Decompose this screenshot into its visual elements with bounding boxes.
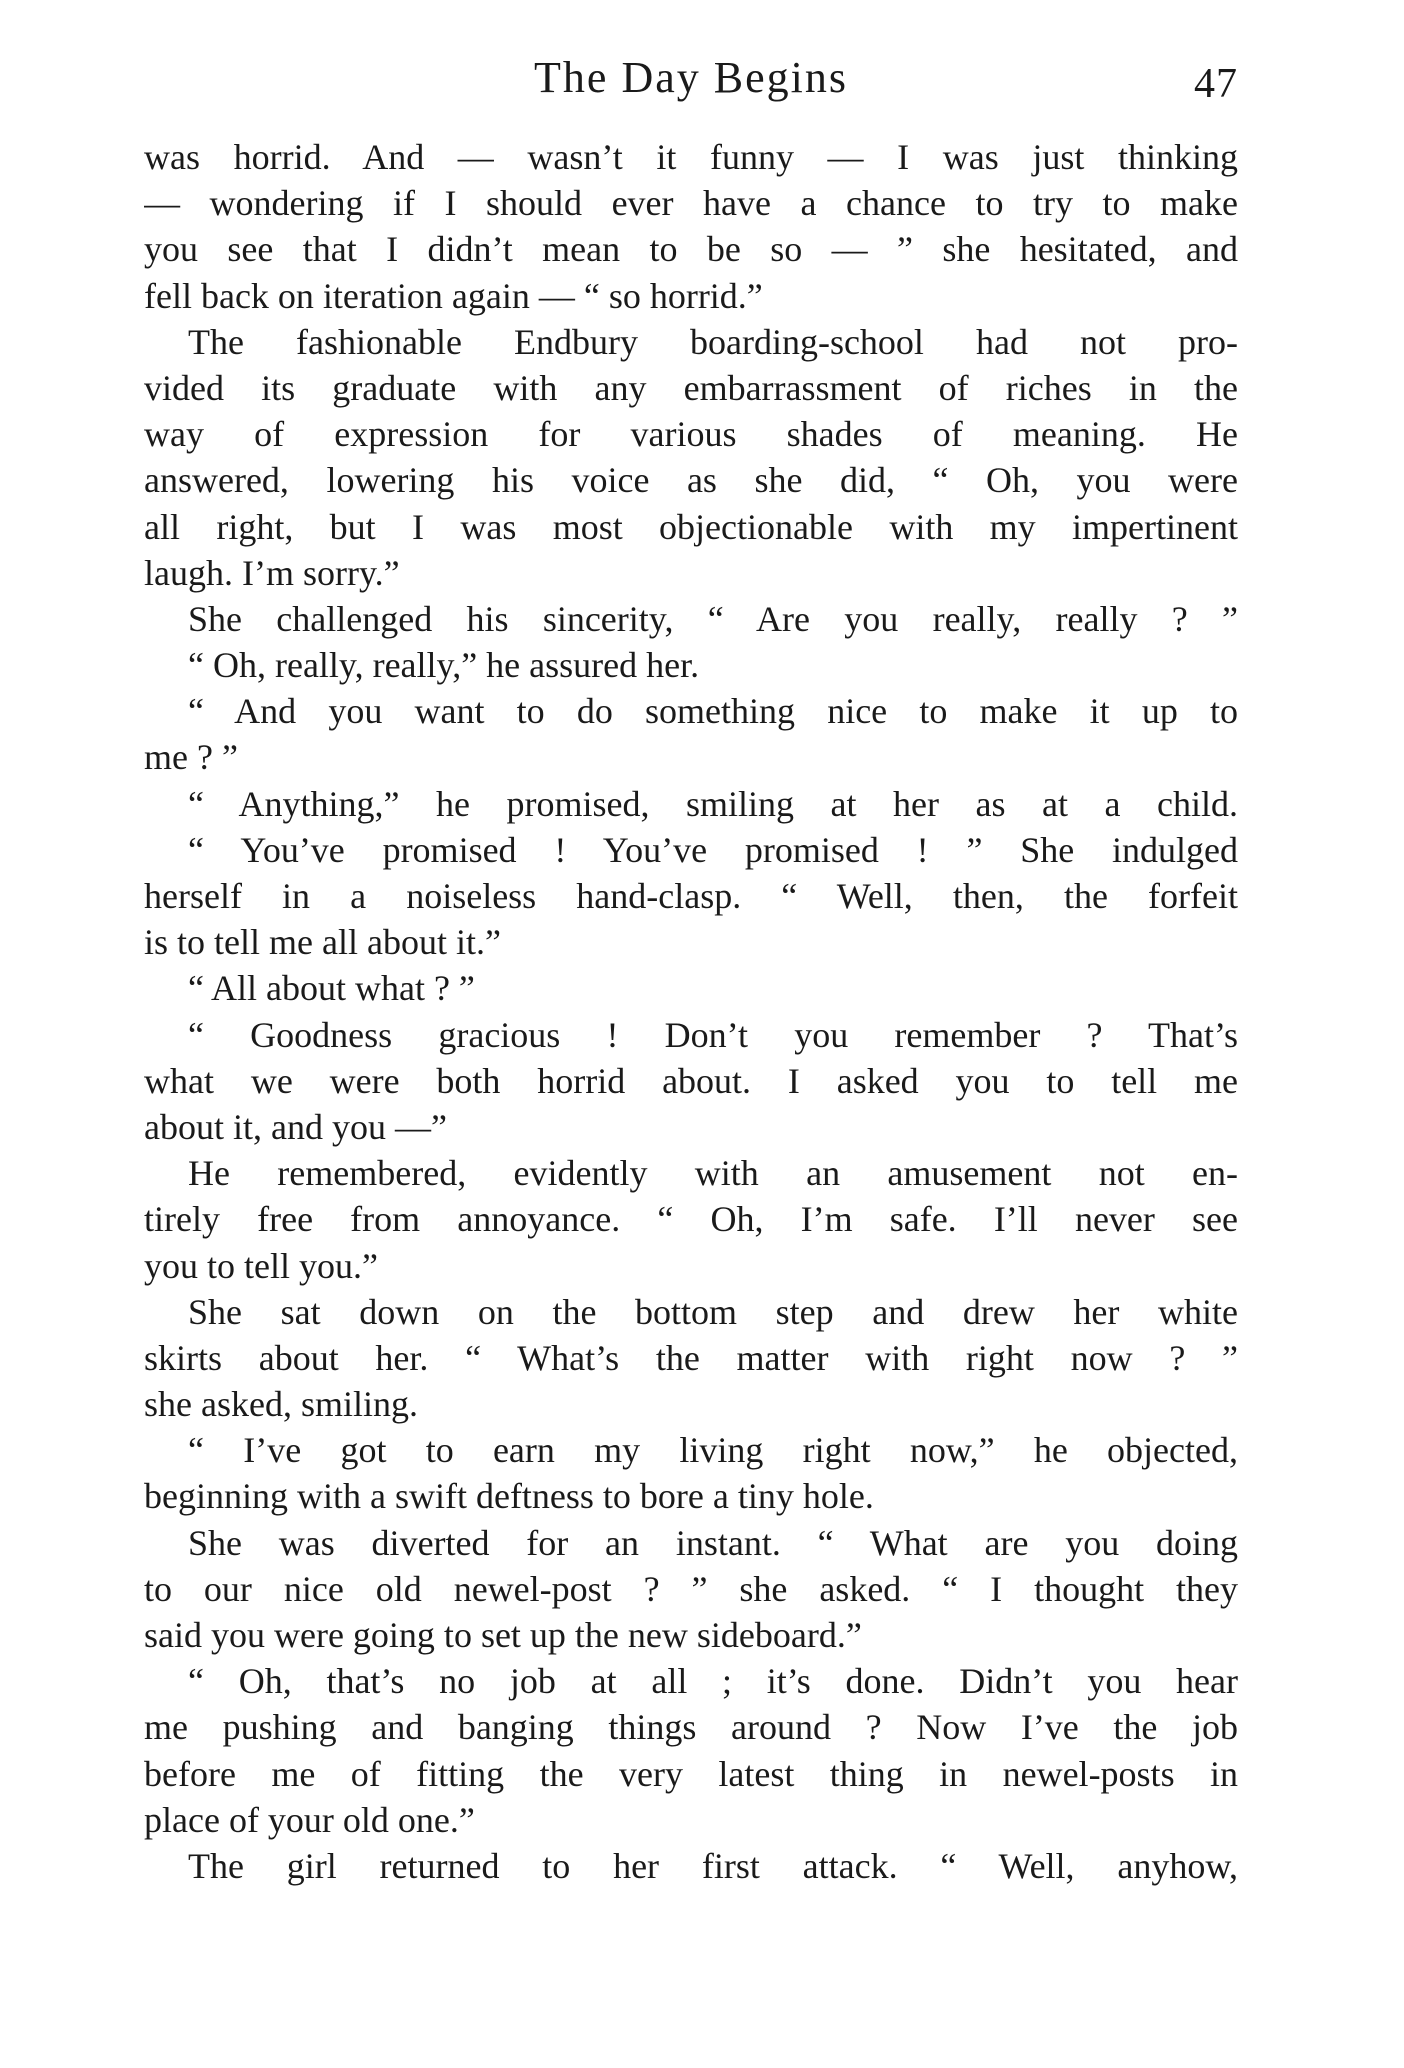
text-line: you to tell you.” [144,1245,378,1286]
text-line: before me of fitting the very latest thing in newel-posts in [144,1753,1238,1794]
page-number: 47 [1194,61,1238,107]
text-line: herself in a noiseless hand-clasp. “ Well, then, the forfeit [144,876,1238,916]
text-line: skirts about her. “ What’s the matter with right now ? ” [144,1337,1238,1378]
text-line: He remembered, evidently with an amusement not en- [188,1153,1238,1194]
text-line: The fashionable Endbury boarding-school had not pro- [188,321,1238,362]
text-line: about it, and you —” [144,1106,447,1147]
text-line: tirely free from annoyance. “ Oh, I’m safe. I’ll never see [144,1199,1238,1240]
text-line: she asked, smiling. [144,1384,418,1425]
text-line: is to tell me all about it.” [144,922,501,963]
text-line: “ You’ve promised ! You’ve promised ! ” She indulged [188,829,1238,870]
text-line: you see that I didn’t mean to be so — ” she hesitated, and [144,229,1238,270]
text-line: answered, lowering his voice as she did, “ Oh, you were [144,460,1238,501]
text-line: She was diverted for an instant. “ What are you doing [188,1522,1238,1563]
text-line: “ I’ve got to earn my living right now,” he objected, [188,1430,1238,1471]
text-line: vided its graduate with any embarrassment of riches in the [144,367,1238,408]
text-line: what we were both horrid about. I asked you to tell me [144,1060,1238,1101]
text-line: me pushing and banging things around ? Now I’ve the job [144,1707,1238,1748]
text-line: The girl returned to her first attack. “ Well, anyhow, [188,1845,1238,1886]
text-line: — wondering if I should ever have a chance to try to make [144,183,1238,224]
text-line: “ Oh, that’s no job at all ; it’s done. Didn’t you hear [188,1661,1238,1702]
text-line: me ? ” [144,737,238,778]
text-line: all right, but I was most objectionable with my impertinent [144,506,1238,547]
text-line: was horrid. And — wasn’t it funny — I was just thinking [144,137,1238,177]
text-line: “ Oh, really, really,” he assured her. [188,645,700,686]
text-line: place of your old one.” [144,1799,475,1840]
text-line: She sat down on the bottom step and drew her white [188,1291,1238,1332]
text-line: She challenged his sincerity, “ Are you really, really ? ” [188,598,1238,639]
text-line: “ Anything,” he promised, smiling at her as at a child. [188,783,1238,824]
text-line: “ All about what ? ” [188,968,475,1009]
running-title: The Day Begins [534,53,848,102]
body-text [144,134,1238,1889]
text-line: “ Goodness gracious ! Don’t you remember ? That’s [188,1014,1238,1055]
running-head [144,48,1238,108]
text-line: way of expression for various shades of meaning. He [144,414,1238,455]
text-line: to our nice old newel-post ? ” she asked. “ I thought they [144,1568,1238,1609]
text-line: said you were going to set up the new sideboard.” [144,1615,862,1655]
text-line: “ And you want to do something nice to make it up to [188,691,1238,732]
text-line: fell back on iteration again — “ so horrid.” [144,275,763,316]
text-line: laugh. I’m sorry.” [144,552,400,593]
text-line: beginning with a swift deftness to bore a tiny hole. [144,1476,874,1517]
